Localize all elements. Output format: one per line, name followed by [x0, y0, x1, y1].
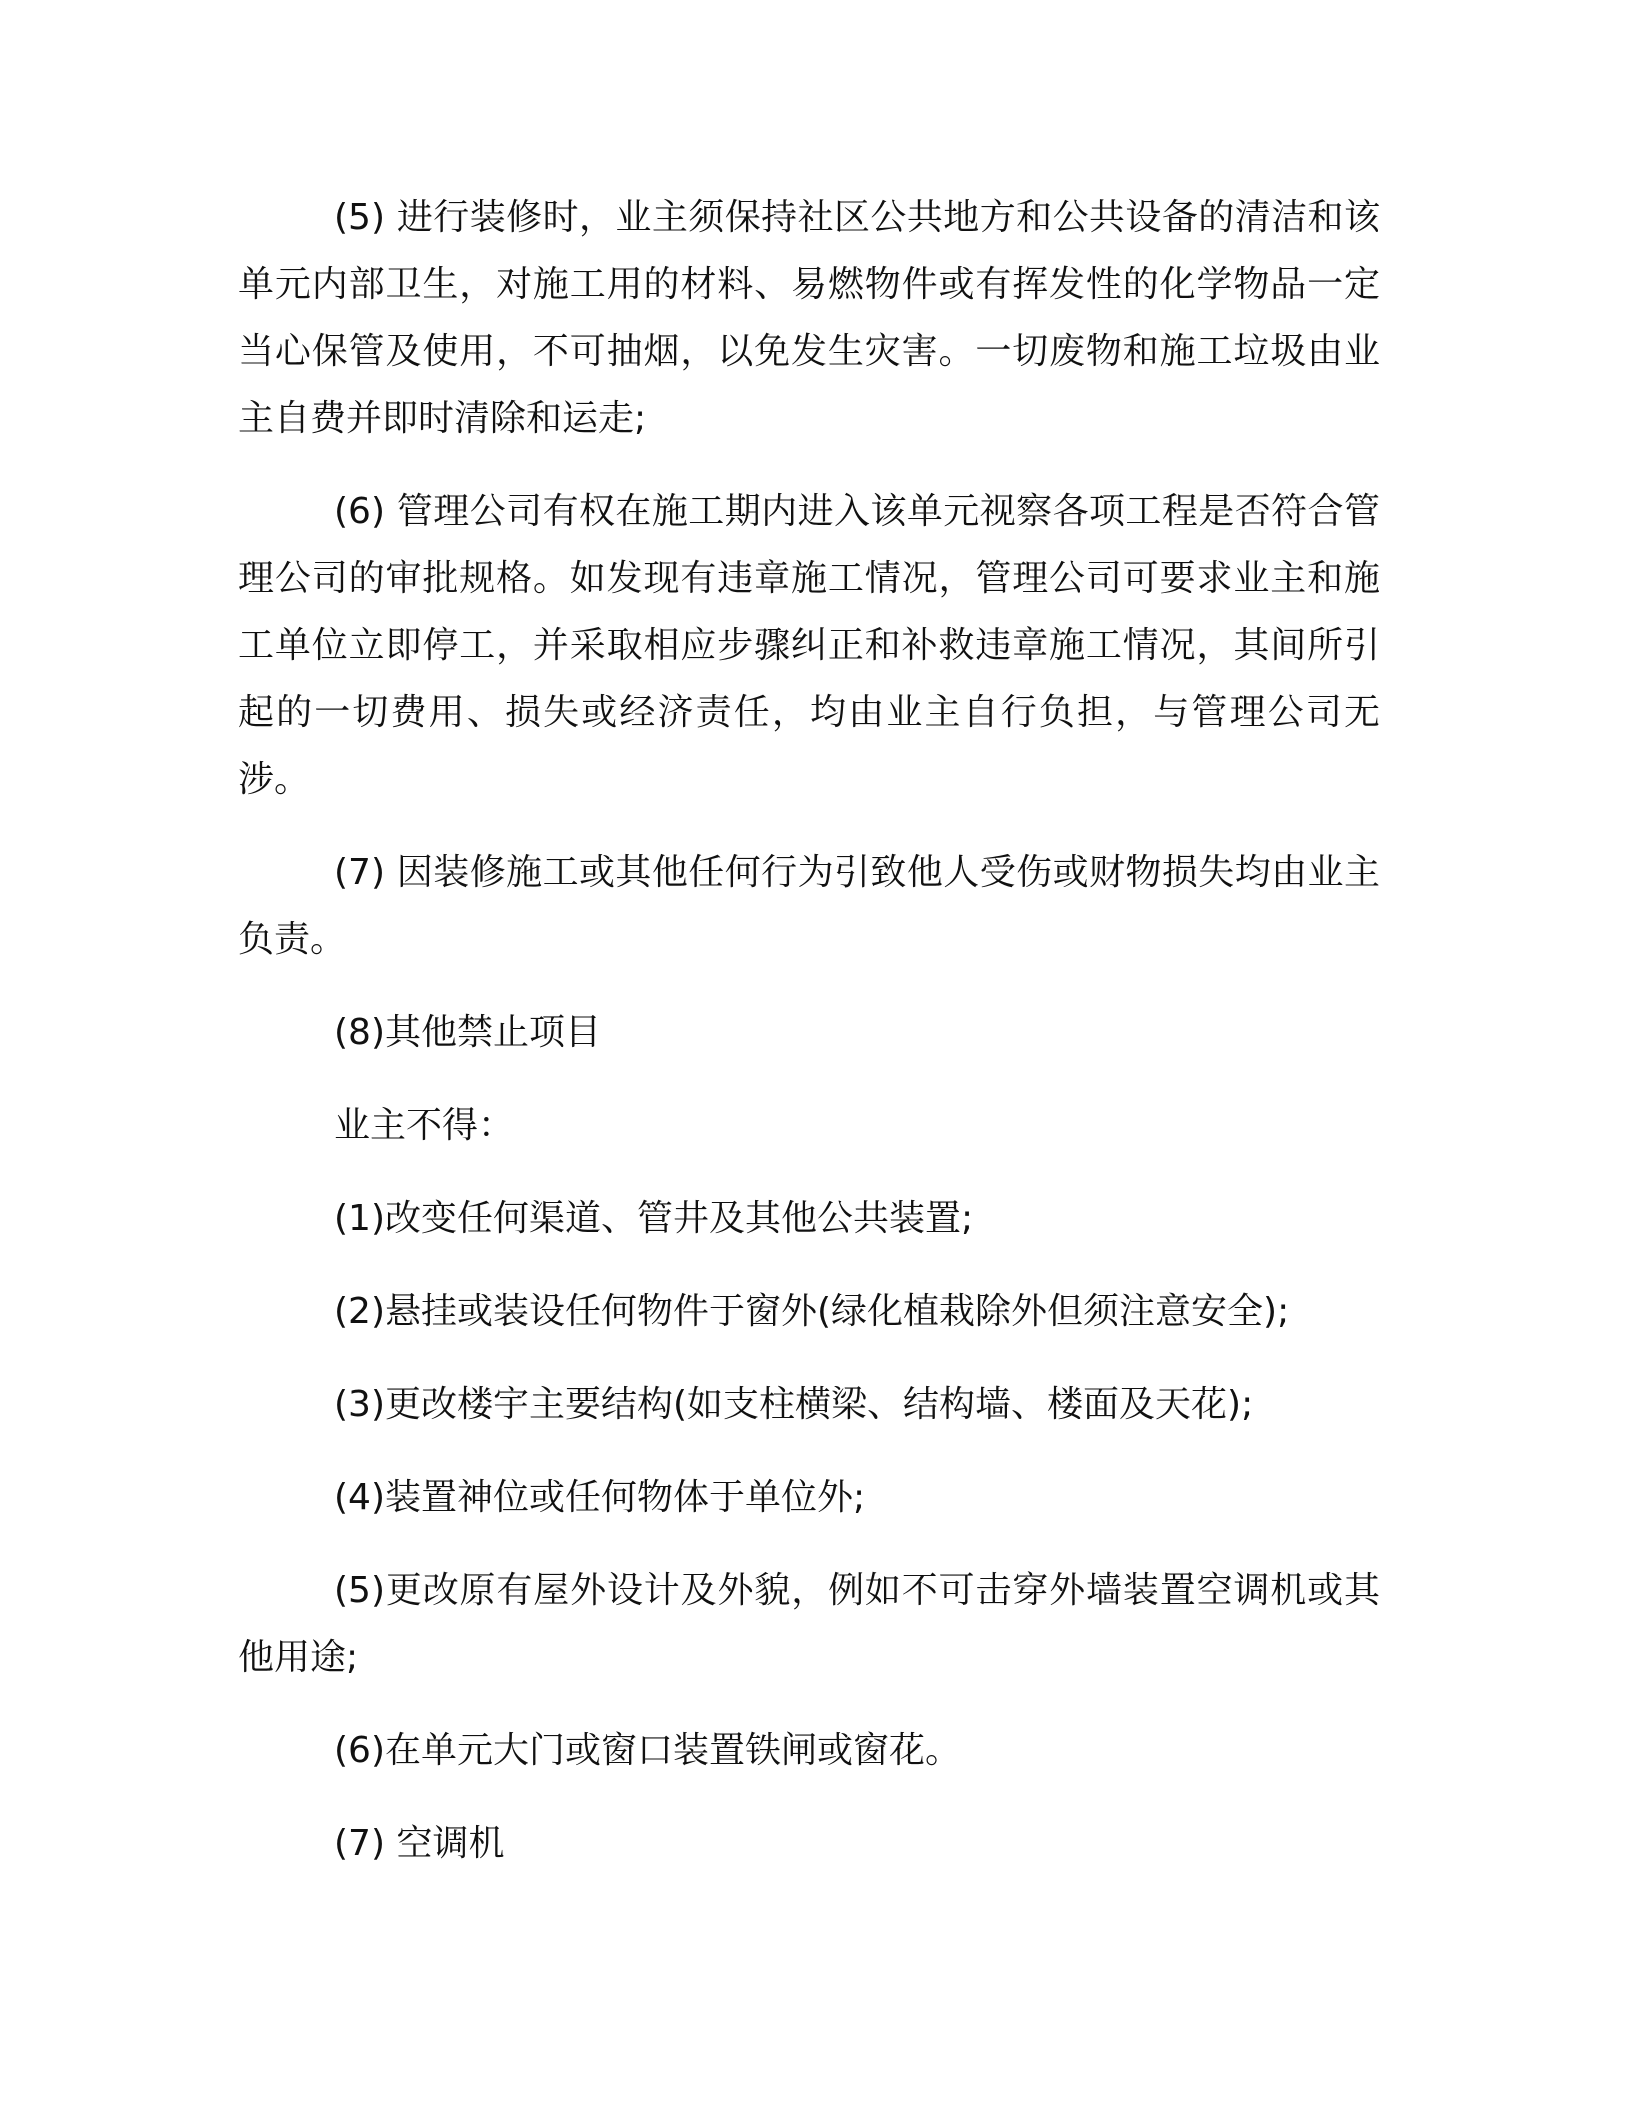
- paragraph-air-conditioner-heading: (7) 空调机: [334, 1823, 505, 1864]
- list-item-prohibition-3: (3)更改楼宇主要结构(如支柱横梁、结构墙、楼面及天花);: [334, 1384, 1254, 1425]
- list-item-prohibition-4: (4)装置神位或任何物体于单位外;: [334, 1477, 866, 1518]
- paragraph-prohibited-heading: (8)其他禁止项目: [334, 1012, 601, 1053]
- paragraph-renovation-cleanliness: (5) 进行装修时，业主须保持社区公共地方和公共设备的清洁和该单元内部卫生，对施工用的材料、易燃物件或有挥发性的化学物品一定当心保管及使用，不可抽烟，以免发生灾害。一切废物和施工垃圾由业主自费并即时清除和运走;: [238, 197, 1380, 439]
- list-item-prohibition-6: (6)在单元大门或窗口装置铁闸或窗花。: [334, 1730, 961, 1771]
- list-item-prohibition-1: (1)改变任何渠道、管井及其他公共装置;: [334, 1198, 974, 1239]
- list-item-prohibition-2: (2)悬挂或装设任何物件于窗外(绿化植栽除外但须注意安全);: [334, 1291, 1290, 1332]
- list-item-prohibition-5: (5)更改原有屋外设计及外貌，例如不可击穿外墙装置空调机或其他用途;: [238, 1570, 1380, 1678]
- paragraph-liability: (7) 因装修施工或其他任何行为引致他人受伤或财物损失均由业主负责。: [238, 852, 1380, 960]
- document-body: [238, 184, 1380, 1903]
- paragraph-owner-must-not: 业主不得：: [334, 1105, 515, 1146]
- paragraph-inspection-rights: (6) 管理公司有权在施工期内进入该单元视察各项工程是否符合管理公司的审批规格。如发现有违章施工情况，管理公司可要求业主和施工单位立即停工，并采取相应步骤纠正和补救违章施工情况，其间所引起的一切费用、损失或经济责任，均由业主自行负担，与管理公司无涉。: [238, 491, 1380, 800]
